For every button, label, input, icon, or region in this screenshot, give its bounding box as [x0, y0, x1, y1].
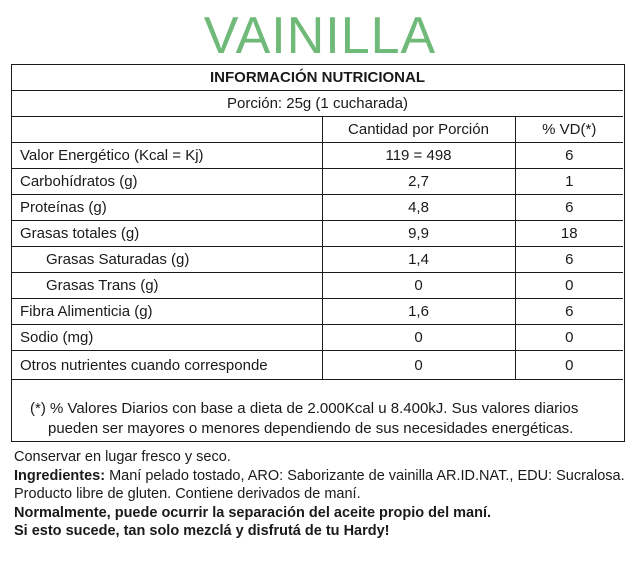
row-amount: 1,4	[322, 247, 515, 273]
row-vd: 0	[515, 351, 623, 380]
table-row	[12, 351, 623, 380]
row-amount: 0	[322, 273, 515, 299]
row-amount: 2,7	[322, 169, 515, 195]
footnote-line-1: (*) % Valores Diarios con base a dieta de 2.000Kcal u 8.400kJ. Sus valores diarios	[30, 400, 579, 417]
row-vd: 6	[515, 195, 623, 221]
row-vd: 6	[515, 247, 623, 273]
ingredients	[14, 467, 634, 504]
row-label: Fibra Alimenticia (g)	[12, 299, 322, 325]
table-header: INFORMACIÓN NUTRICIONAL	[12, 65, 623, 91]
portion-size: Porción: 25g (1 cucharada)	[12, 91, 623, 117]
nutrition-panel	[11, 64, 625, 442]
row-vd: 1	[515, 169, 623, 195]
table-footnote	[30, 399, 620, 439]
nutrition-table	[12, 65, 623, 380]
product-title: VAINILLA	[203, 7, 437, 65]
mix-instruction-note: Si esto sucede, tan solo mezclá y disfrutá de tu Hardy!	[14, 523, 390, 540]
row-amount: 9,9	[322, 221, 515, 247]
row-label: Otros nutrientes cuando corresponde	[12, 351, 322, 380]
oil-separation-note: Normalmente, puede ocurrir la separación del aceite propio del maní.	[14, 504, 492, 521]
column-header-amount: Cantidad por Porción	[322, 117, 515, 143]
row-vd: 18	[515, 221, 623, 247]
row-label: Grasas Trans (g)	[12, 273, 322, 299]
row-vd: 6	[515, 299, 623, 325]
table-row	[12, 221, 623, 247]
column-header-vd: % VD(*)	[515, 117, 623, 143]
table-row	[12, 325, 623, 351]
row-label: Carbohídratos (g)	[12, 169, 322, 195]
row-vd: 0	[515, 273, 623, 299]
row-label: Proteínas (g)	[12, 195, 322, 221]
row-label: Grasas totales (g)	[12, 221, 322, 247]
table-row	[12, 195, 623, 221]
table-row	[12, 273, 623, 299]
row-label: Valor Energético (Kcal = Kj)	[12, 143, 322, 169]
row-amount: 0	[322, 351, 515, 380]
ingredients-text: Maní pelado tostado, ARO: Saborizante de vainilla AR.ID.NAT., EDU: Sucralosa. Producto libre de gluten. Contiene derivados de maní.	[14, 467, 625, 503]
footnote-line-2: pueden ser mayores o menores dependiendo de sus necesidades energéticas.	[48, 420, 574, 437]
row-label: Grasas Saturadas (g)	[12, 247, 322, 273]
row-amount: 1,6	[322, 299, 515, 325]
row-vd: 0	[515, 325, 623, 351]
row-amount: 4,8	[322, 195, 515, 221]
label-text	[14, 448, 634, 541]
row-vd: 6	[515, 143, 623, 169]
blank-header-cell	[12, 117, 322, 143]
table-row	[12, 169, 623, 195]
row-amount: 0	[322, 325, 515, 351]
table-row	[12, 143, 623, 169]
row-label: Sodio (mg)	[12, 325, 322, 351]
ingredients-label: Ingredientes:	[14, 467, 106, 484]
table-row	[12, 247, 623, 273]
row-amount: 119 = 498	[322, 143, 515, 169]
storage-instructions: Conservar en lugar fresco y seco.	[14, 449, 231, 465]
table-row	[12, 299, 623, 325]
